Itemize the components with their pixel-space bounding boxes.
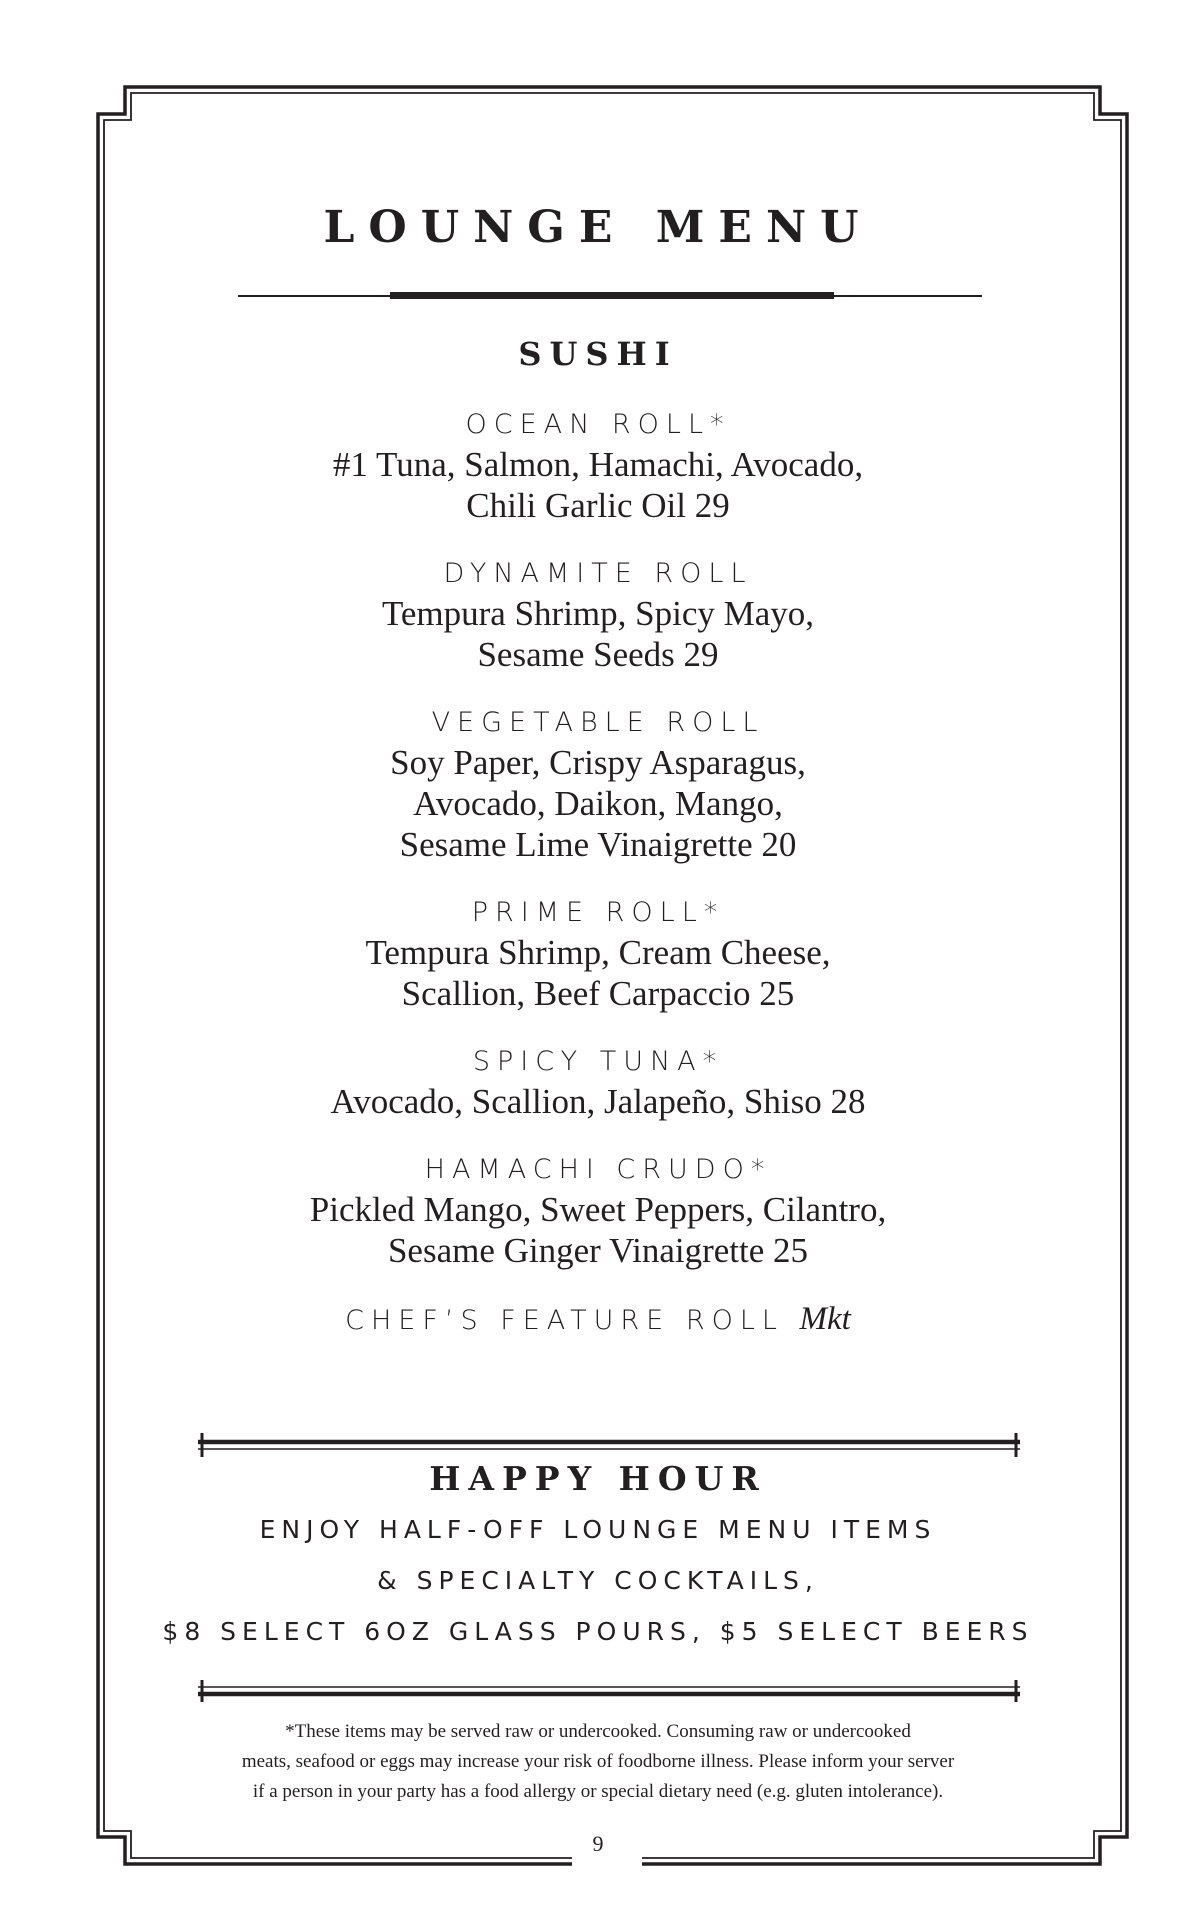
item-description: Tempura Shrimp, Cream Cheese, [365, 933, 831, 972]
happy-hour-bottom-rule [198, 1680, 1020, 1702]
item-description: Avocado, Daikon, Mango, [413, 784, 783, 823]
menu-item [0, 1151, 1196, 1271]
item-description: Chili Garlic Oil 29 [466, 486, 730, 525]
section-heading-sushi: SUSHI [518, 335, 678, 373]
item-name: CHEF’S FEATURE ROLL [345, 1305, 784, 1336]
item-name: DYNAMITE ROLL [443, 558, 753, 589]
happy-hour-line: ENJOY HALF-OFF LOUNGE MENU ITEMS [259, 1515, 937, 1544]
item-name: HAMACHI CRUDO* [424, 1154, 772, 1185]
item-description: Sesame Seeds 29 [477, 635, 719, 674]
menu-item [0, 1043, 1196, 1122]
menu-item [0, 704, 1196, 865]
menu-item [0, 894, 1196, 1014]
item-name: VEGETABLE ROLL [431, 707, 765, 738]
raw-food-disclaimer [0, 1717, 1196, 1807]
item-description: Scallion, Beef Carpaccio 25 [401, 974, 795, 1013]
page-number: 9 [592, 1831, 604, 1856]
item-name-with-price [0, 1300, 1196, 1340]
happy-hour-line: $8 SELECT 6OZ GLASS POURS, $5 SELECT BEERS [162, 1617, 1034, 1646]
disclaimer-line: if a person in your party has a food allergy or special dietary need (e.g. gluten intolerance). [252, 1781, 944, 1802]
menu-item [0, 1300, 1196, 1340]
item-description: Pickled Mango, Sweet Peppers, Cilantro, [309, 1190, 887, 1229]
item-description: Sesame Lime Vinaigrette 20 [399, 825, 797, 864]
market-price: Mkt [799, 1301, 851, 1337]
item-description: Sesame Ginger Vinaigrette 25 [387, 1231, 809, 1270]
menu-item [0, 406, 1196, 526]
disclaimer-line: meats, seafood or eggs may increase your risk of foodborne illness. Please inform your server [241, 1751, 955, 1772]
disclaimer-line: *These items may be served raw or undercooked. Consuming raw or undercooked [285, 1721, 911, 1742]
happy-hour-top-rule [198, 1433, 1020, 1457]
item-description: #1 Tuna, Salmon, Hamachi, Avocado, [332, 445, 864, 484]
item-description: Tempura Shrimp, Spicy Mayo, [381, 594, 815, 633]
item-name: OCEAN ROLL* [465, 409, 731, 440]
happy-hour-title: HAPPY HOUR [429, 1459, 767, 1498]
menu-item [0, 555, 1196, 675]
item-name: SPICY TUNA* [472, 1046, 724, 1077]
happy-hour-line: & SPECIALTY COCKTAILS, [377, 1566, 819, 1595]
item-description: Soy Paper, Crispy Asparagus, [390, 743, 806, 782]
item-name: PRIME ROLL* [471, 897, 725, 928]
title-divider [238, 292, 982, 299]
item-description: Avocado, Scallion, Jalapeño, Shiso 28 [330, 1082, 866, 1121]
sushi-item-list [0, 406, 1196, 1369]
menu-title: LOUNGE MENU [323, 202, 873, 253]
